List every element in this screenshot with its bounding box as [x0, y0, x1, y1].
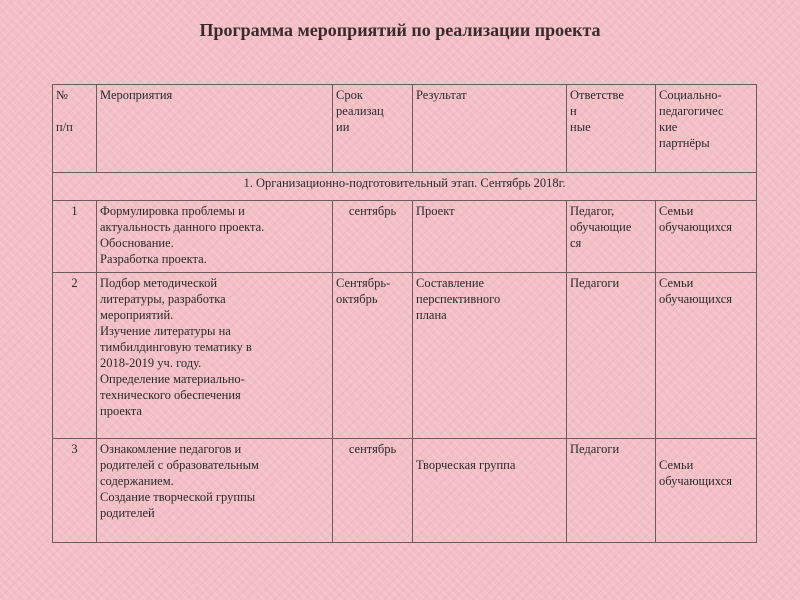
- row-responsible: Педагог, обучающие ся: [567, 201, 656, 273]
- header-events: Мероприятия: [97, 85, 333, 173]
- table-row: [53, 273, 757, 439]
- table-header-row: [53, 85, 757, 173]
- header-partners: Социально- педагогичес кие партнёры: [656, 85, 757, 173]
- row-num: 3: [53, 439, 97, 543]
- row-result-cell: [413, 439, 567, 543]
- row-num: 2: [53, 273, 97, 439]
- row-partners: Семьи обучающихся: [659, 458, 733, 488]
- row-partners: Семьи обучающихся: [656, 273, 757, 439]
- table-row: [53, 439, 757, 543]
- header-num: № п/п: [53, 85, 97, 173]
- row-events: Формулировка проблемы и актуальность данного проекта. Обоснование. Разработка проекта.: [97, 201, 333, 273]
- row-responsible: Педагоги: [567, 439, 656, 543]
- row-term: сентябрь: [333, 201, 413, 273]
- stage-row: [53, 173, 757, 201]
- row-term: Сентябрь- октябрь: [333, 273, 413, 439]
- row-term: сентябрь: [333, 439, 413, 543]
- stage-title: 1. Организационно-подготовительный этап. Сентябрь 2018г.: [53, 173, 757, 201]
- row-num: 1: [53, 201, 97, 273]
- row-partners: Семьи обучающихся: [656, 201, 757, 273]
- row-events: Подбор методической литературы, разработка мероприятий. Изучение литературы на тимбилдинговую тематику в 2018-2019 уч. году. Определение материально- технического обеспечения проекта: [97, 273, 333, 439]
- program-table-container: [52, 84, 756, 543]
- row-result: Составление перспективного плана: [413, 273, 567, 439]
- table-row: [53, 201, 757, 273]
- row-result: Творческая группа: [416, 458, 516, 472]
- row-events: Ознакомление педагогов и родителей с образовательным содержанием. Создание творческой группы родителей: [97, 439, 333, 543]
- header-result: Результат: [413, 85, 567, 173]
- header-term: Срок реализац ии: [333, 85, 413, 173]
- program-table: [52, 84, 757, 543]
- row-responsible: Педагоги: [567, 273, 656, 439]
- header-responsible: Ответстве н ные: [567, 85, 656, 173]
- row-partners-cell: [656, 439, 757, 543]
- row-result: Проект: [413, 201, 567, 273]
- page-title: Программа мероприятий по реализации проекта: [199, 20, 601, 40]
